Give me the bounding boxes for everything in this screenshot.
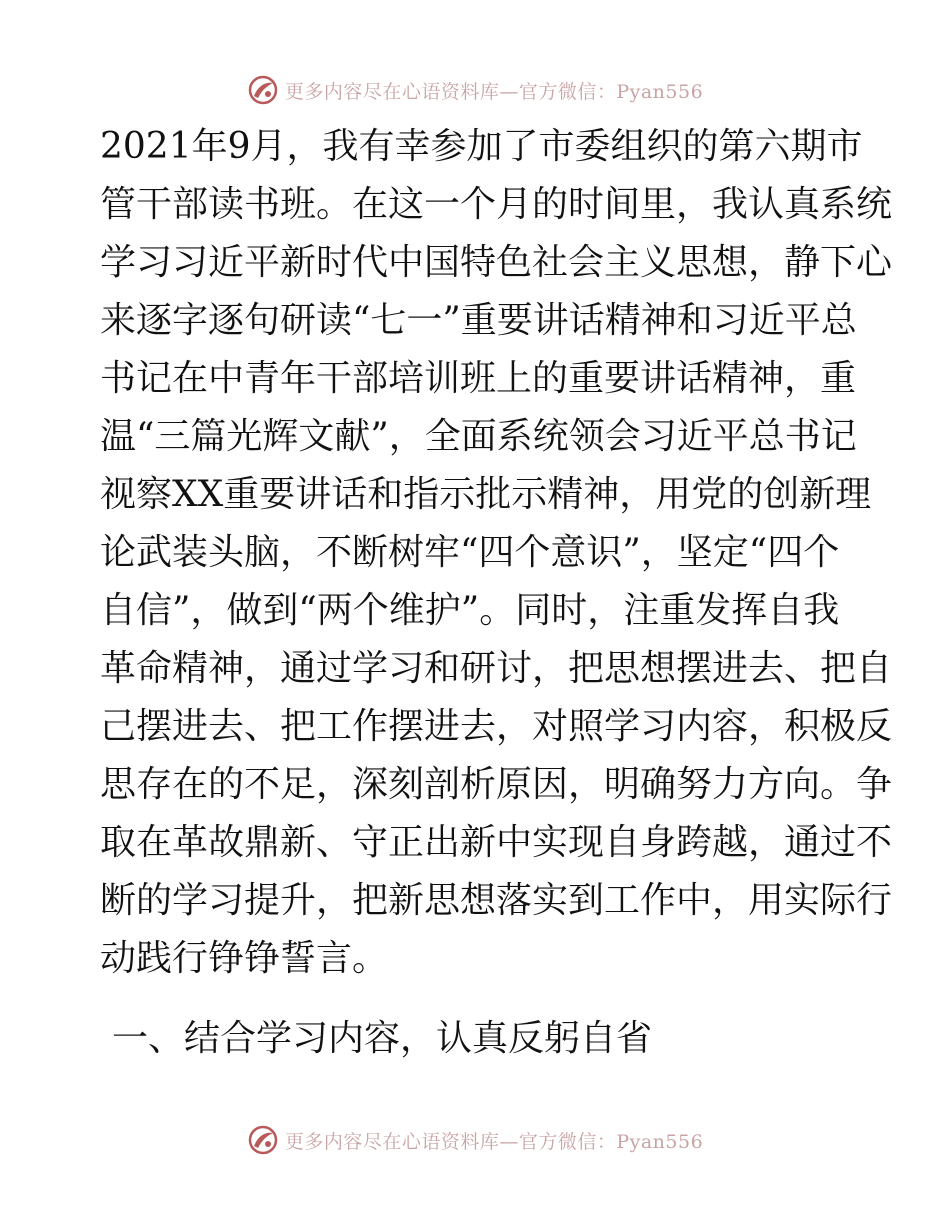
paragraph-line: 己摆进去、把工作摆进去，对照学习内容，积极反	[100, 706, 893, 747]
seal-logo-icon	[247, 74, 279, 106]
paragraph-line: 论武装头脑，不断树牢“四个意识”，坚定“四个	[100, 532, 840, 573]
watermark-text: 更多内容尽在心语资料库—官方微信：Pyan556	[284, 1130, 704, 1153]
paragraph-line: 断的学习提升，把新思想落实到工作中，用实际行	[100, 880, 893, 921]
body-paragraph	[100, 118, 893, 988]
paragraph-line: 2021年9月，我有幸参加了市委组织的第六期市	[100, 126, 863, 167]
paragraph-line: 来逐字逐句研读“七一”重要讲话精神和习近平总	[100, 300, 857, 341]
paragraph-line: 思存在的不足，深刻剖析原因，明确努力方向。争	[100, 764, 893, 805]
header-watermark	[0, 73, 950, 107]
section-heading: 一、结合学习内容，认真反躬自省	[112, 1018, 653, 1059]
paragraph-line: 取在革故鼎新、守正出新中实现自身跨越，通过不	[100, 822, 893, 863]
paragraph-line: 自信”，做到“两个维护”。同时，注重发挥自我	[100, 590, 840, 631]
paragraph-line: 革命精神，通过学习和研讨，把思想摆进去、把自	[100, 648, 893, 689]
paragraph-line: 视察XX重要讲话和指示批示精神，用党的创新理	[100, 474, 872, 515]
footer-watermark	[0, 1123, 950, 1157]
paragraph-line: 动践行铮铮誓言。	[100, 938, 389, 979]
paragraph-line: 温“三篇光辉文献”，全面系统领会习近平总书记	[100, 416, 857, 457]
paragraph-line: 书记在中青年干部培训班上的重要讲话精神，重	[100, 358, 857, 399]
paragraph-line: 学习习近平新时代中国特色社会主义思想，静下心	[100, 242, 893, 283]
seal-logo-icon	[247, 1124, 279, 1156]
watermark-text: 更多内容尽在心语资料库—官方微信：Pyan556	[284, 80, 704, 103]
paragraph-line: 管干部读书班。在这一个月的时间里，我认真系统	[100, 184, 893, 225]
